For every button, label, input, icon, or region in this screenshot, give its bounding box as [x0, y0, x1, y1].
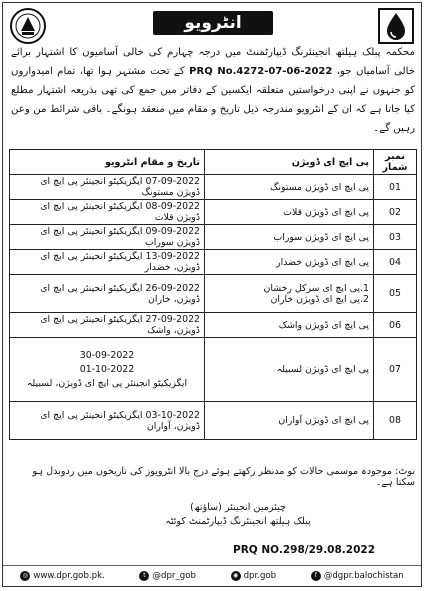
- row-office: پی ایچ ای ڈویژن خضدار: [205, 250, 374, 275]
- facebook-icon: f: [311, 571, 321, 581]
- row-office: [205, 275, 374, 313]
- table-row: [10, 402, 417, 440]
- row-office: پی ایچ ای ڈویژن آواران: [205, 402, 374, 440]
- intro-text-2: کے تحت مشتہر ہوا تھا، تمام امیدواروں کو جنہوں نے اپنی درخواستیں متعلقہ ایکسین: [11, 66, 415, 96]
- footer-instagram-text: dpr.gob: [243, 571, 277, 581]
- row-date-place: [10, 338, 205, 402]
- table-row: [10, 175, 417, 200]
- table-row: [10, 225, 417, 250]
- footer-instagram[interactable]: [231, 571, 277, 581]
- row-place: ایگزیکیٹو انجینئر پی ایچ ای ڈویژن مستونگ: [40, 176, 200, 198]
- header-no: نمبر شمار: [374, 150, 417, 175]
- row-place: ایگزیکیٹو انجینئر پی ایچ ای ڈویژن، لسبیلہ: [26, 377, 188, 389]
- row-date: 03-10-2022: [145, 409, 200, 421]
- row-date: 26-09-2022: [145, 282, 200, 294]
- phe-department-logo-icon: [377, 7, 415, 45]
- row-date: 27-09-2022: [145, 314, 200, 325]
- intro-paragraph: [11, 43, 415, 138]
- row-no: 08: [374, 402, 417, 440]
- row-place: ایگزیکیٹو انجینئر پی ایچ ای ڈویژن، واشک: [40, 314, 200, 336]
- row-office: پی ایچ ای ڈویژن واشک: [205, 313, 374, 338]
- row-date: 01-10-2022: [79, 363, 135, 375]
- row-date: 30-09-2022: [79, 349, 135, 361]
- intro-text-1: محکمہ پبلک ہیلتھ انجینئرنگ ڈیپارٹمنٹ میں درجہ چہارم کی خالی آسامیوں کا اشتہار برائے خالی آسامیاں جو،: [11, 47, 415, 77]
- footer-facebook[interactable]: [311, 571, 404, 581]
- row-place: ایگزیکیٹو انجینئر پی ایچ ای ڈویژن، آواران: [40, 409, 200, 432]
- row-no: 01: [374, 175, 417, 200]
- row-place: ایگزیکیٹو انجینئر پی ایچ ای ڈویژن، خضدار: [40, 251, 200, 273]
- row-date: 07-09-2022: [145, 176, 200, 187]
- row-date-stack: [14, 349, 200, 391]
- row-date-place: [10, 250, 205, 275]
- row-date-place: [10, 175, 205, 200]
- row-date: 09-09-2022: [145, 226, 200, 237]
- row-date-place: [10, 275, 205, 313]
- row-no: 07: [374, 338, 417, 402]
- globe-icon: ◎: [20, 571, 30, 581]
- header-date: تاریخ و مقام انٹرویو: [10, 150, 205, 175]
- row-date-place: [10, 313, 205, 338]
- row-place: ایگزیکیٹو انجینئر پی ایچ ای ڈویژن سوراب: [40, 226, 200, 248]
- intro-prq-number: PRQ No.4272-07-06-2022: [189, 66, 333, 77]
- footer-twitter-text: @dpr_gob: [152, 571, 196, 581]
- row-place: ایگزیکیٹو انجینئر پی ایچ ای ڈویژن، خاران: [40, 282, 200, 305]
- row-office-line: 1.پی ایچ ای سرکل رخشان: [263, 282, 369, 294]
- row-no: 06: [374, 313, 417, 338]
- intro-text-4: شرائط من وعن رہیں گے۔: [11, 104, 415, 134]
- note-text: نوٹ: موجودہ موسمی حالات کو مدنظر رکھتے ہوئے درج بالا انٹرویوز کی تاریخوں میں ردوبدل ہو سکتا ہے۔: [32, 466, 415, 488]
- row-date-place: [10, 200, 205, 225]
- row-office: پی ایچ ای ڈویژن قلات: [205, 200, 374, 225]
- row-date: 13-09-2022: [145, 251, 200, 262]
- balochistan-emblem-icon: [9, 7, 47, 45]
- footer-facebook-text: @dgpr.balochistan: [323, 571, 404, 581]
- row-office: پی ایچ ای ڈویژن لسبیلہ: [205, 338, 374, 402]
- instagram-icon: ◉: [231, 571, 241, 581]
- footer-website-text: www.dpr.gob.pk.: [33, 571, 105, 581]
- footer: [3, 565, 421, 586]
- row-no: 05: [374, 275, 417, 313]
- page-title: انٹرویو: [153, 11, 273, 35]
- row-office: پی ایچ ای ڈویژن سوراب: [205, 225, 374, 250]
- table-header-row: [10, 150, 417, 175]
- intro-text-3: کے دفاتر میں جمع کی تھی بذریعہ اشتہار مطلع کیا جاتا ہے کہ ان کے انٹرویو مندرجہ ذیل تاریخ و مقام میں منعقد ہونگے۔ باقی: [11, 85, 415, 115]
- row-no: 04: [374, 250, 417, 275]
- table-row: [10, 200, 417, 225]
- row-date-place: [10, 225, 205, 250]
- row-office: پی ایچ ای ڈویژن مستونگ: [205, 175, 374, 200]
- row-date-place: [10, 402, 205, 440]
- footer-website[interactable]: [20, 571, 104, 581]
- table-row: [10, 250, 417, 275]
- prq-number: PRQ NO.298/29.08.2022: [233, 544, 376, 556]
- row-office-line: 2.پی ایچ ای ڈویژن خاران: [270, 293, 369, 305]
- signature-department: پبلک ہیلتھ انجینئرنگ ڈیپارٹمنٹ کوئٹہ: [165, 516, 311, 527]
- row-no: 03: [374, 225, 417, 250]
- row-date: 08-09-2022: [145, 201, 200, 212]
- header-office: پی ایچ ای ڈویژن: [205, 150, 374, 175]
- row-no: 02: [374, 200, 417, 225]
- interview-schedule-table: [9, 149, 417, 440]
- signature-title: چیئرمین انجینئر (ساؤتھ): [190, 502, 286, 513]
- table-row: [10, 275, 417, 313]
- advertisement-page: [2, 2, 422, 587]
- table-row: [10, 313, 417, 338]
- footer-twitter[interactable]: [139, 571, 196, 581]
- row-place: ایگزیکیٹو انجینئر پی ایچ ای ڈویژن قلات: [40, 201, 200, 223]
- table-row: [10, 338, 417, 402]
- signature-block: [153, 501, 323, 529]
- twitter-icon: t: [139, 571, 149, 581]
